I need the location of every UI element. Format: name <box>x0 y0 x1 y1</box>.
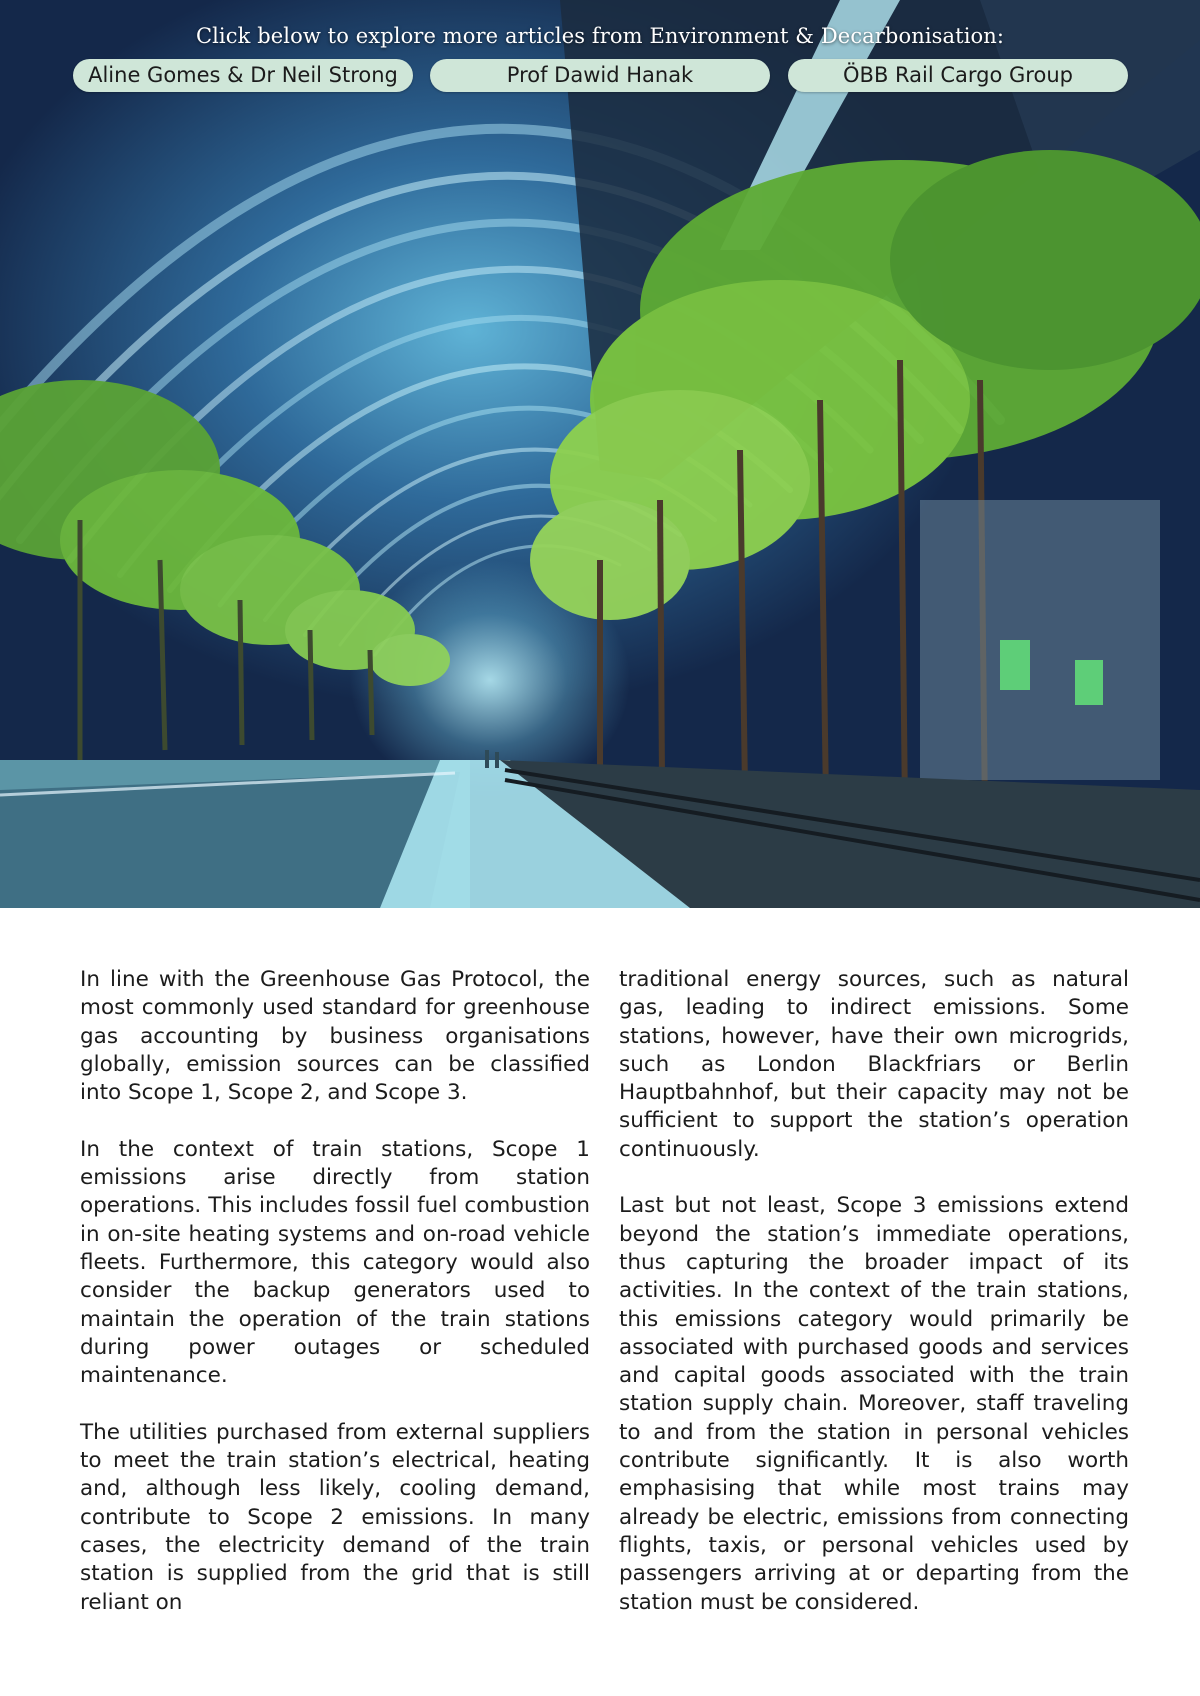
article-link-obb-rail-cargo[interactable]: ÖBB Rail Cargo Group <box>788 59 1128 92</box>
article-link-aline-gomes[interactable]: Aline Gomes & Dr Neil Strong <box>73 59 413 92</box>
paragraph-scope-1: In the context of train stations, Scope 1 emissions arise directly from station operations. This includes fossil fuel combustion in on-site heating systems and on-road vehicle fleets. Furthermore, this category would also consider the backup generators used to maintain the operation of the train stations during power outages or scheduled maintenance. <box>80 1136 590 1389</box>
article-right-column <box>619 966 1129 1645</box>
article-left-column <box>80 966 590 1645</box>
article-link-dawid-hanak[interactable]: Prof Dawid Hanak <box>430 59 770 92</box>
paragraph-scope-2: The utilities purchased from external suppliers to meet the train station’s electrical, heating and, although less likely, cooling demand, contribute to Scope 2 emissions. In many cases, the electricity demand of the train station is supplied from the grid that is still reliant on <box>80 1419 590 1615</box>
paragraph-scope-2-continued: traditional energy sources, such as natural gas, leading to indirect emissions. Some stations, however, have their own microgrids, such as London Blackfriars or Berlin Hauptbahnhof, but their capacity may not be sufficient to support the station’s operation continuously. <box>619 967 1129 1162</box>
promo-heading: Click below to explore more articles from Environment & Decarbonisation: <box>195 24 1005 48</box>
paragraph-ghg-protocol: In line with the Greenhouse Gas Protocol, the most commonly used standard for greenhouse gas accounting by business organisations globally, emission sources can be classified into Scope 1, Scope 2, and Scope 3. <box>80 967 590 1106</box>
paragraph-scope-3: Last but not least, Scope 3 emissions extend beyond the station’s immediate operations, thus capturing the broader impact of its activities. In the context of the train stations, this emissions category would primarily be associated with purchased goods and services and capital goods associated with the train station supply chain. Moreover, staff traveling to and from the station in personal vehicles contribute significantly. It is also worth emphasising that while most trains may already be electric, emissions from connecting flights, taxis, or personal vehicles used by passengers arriving at or departing from the station must be considered. <box>619 1193 1129 1615</box>
